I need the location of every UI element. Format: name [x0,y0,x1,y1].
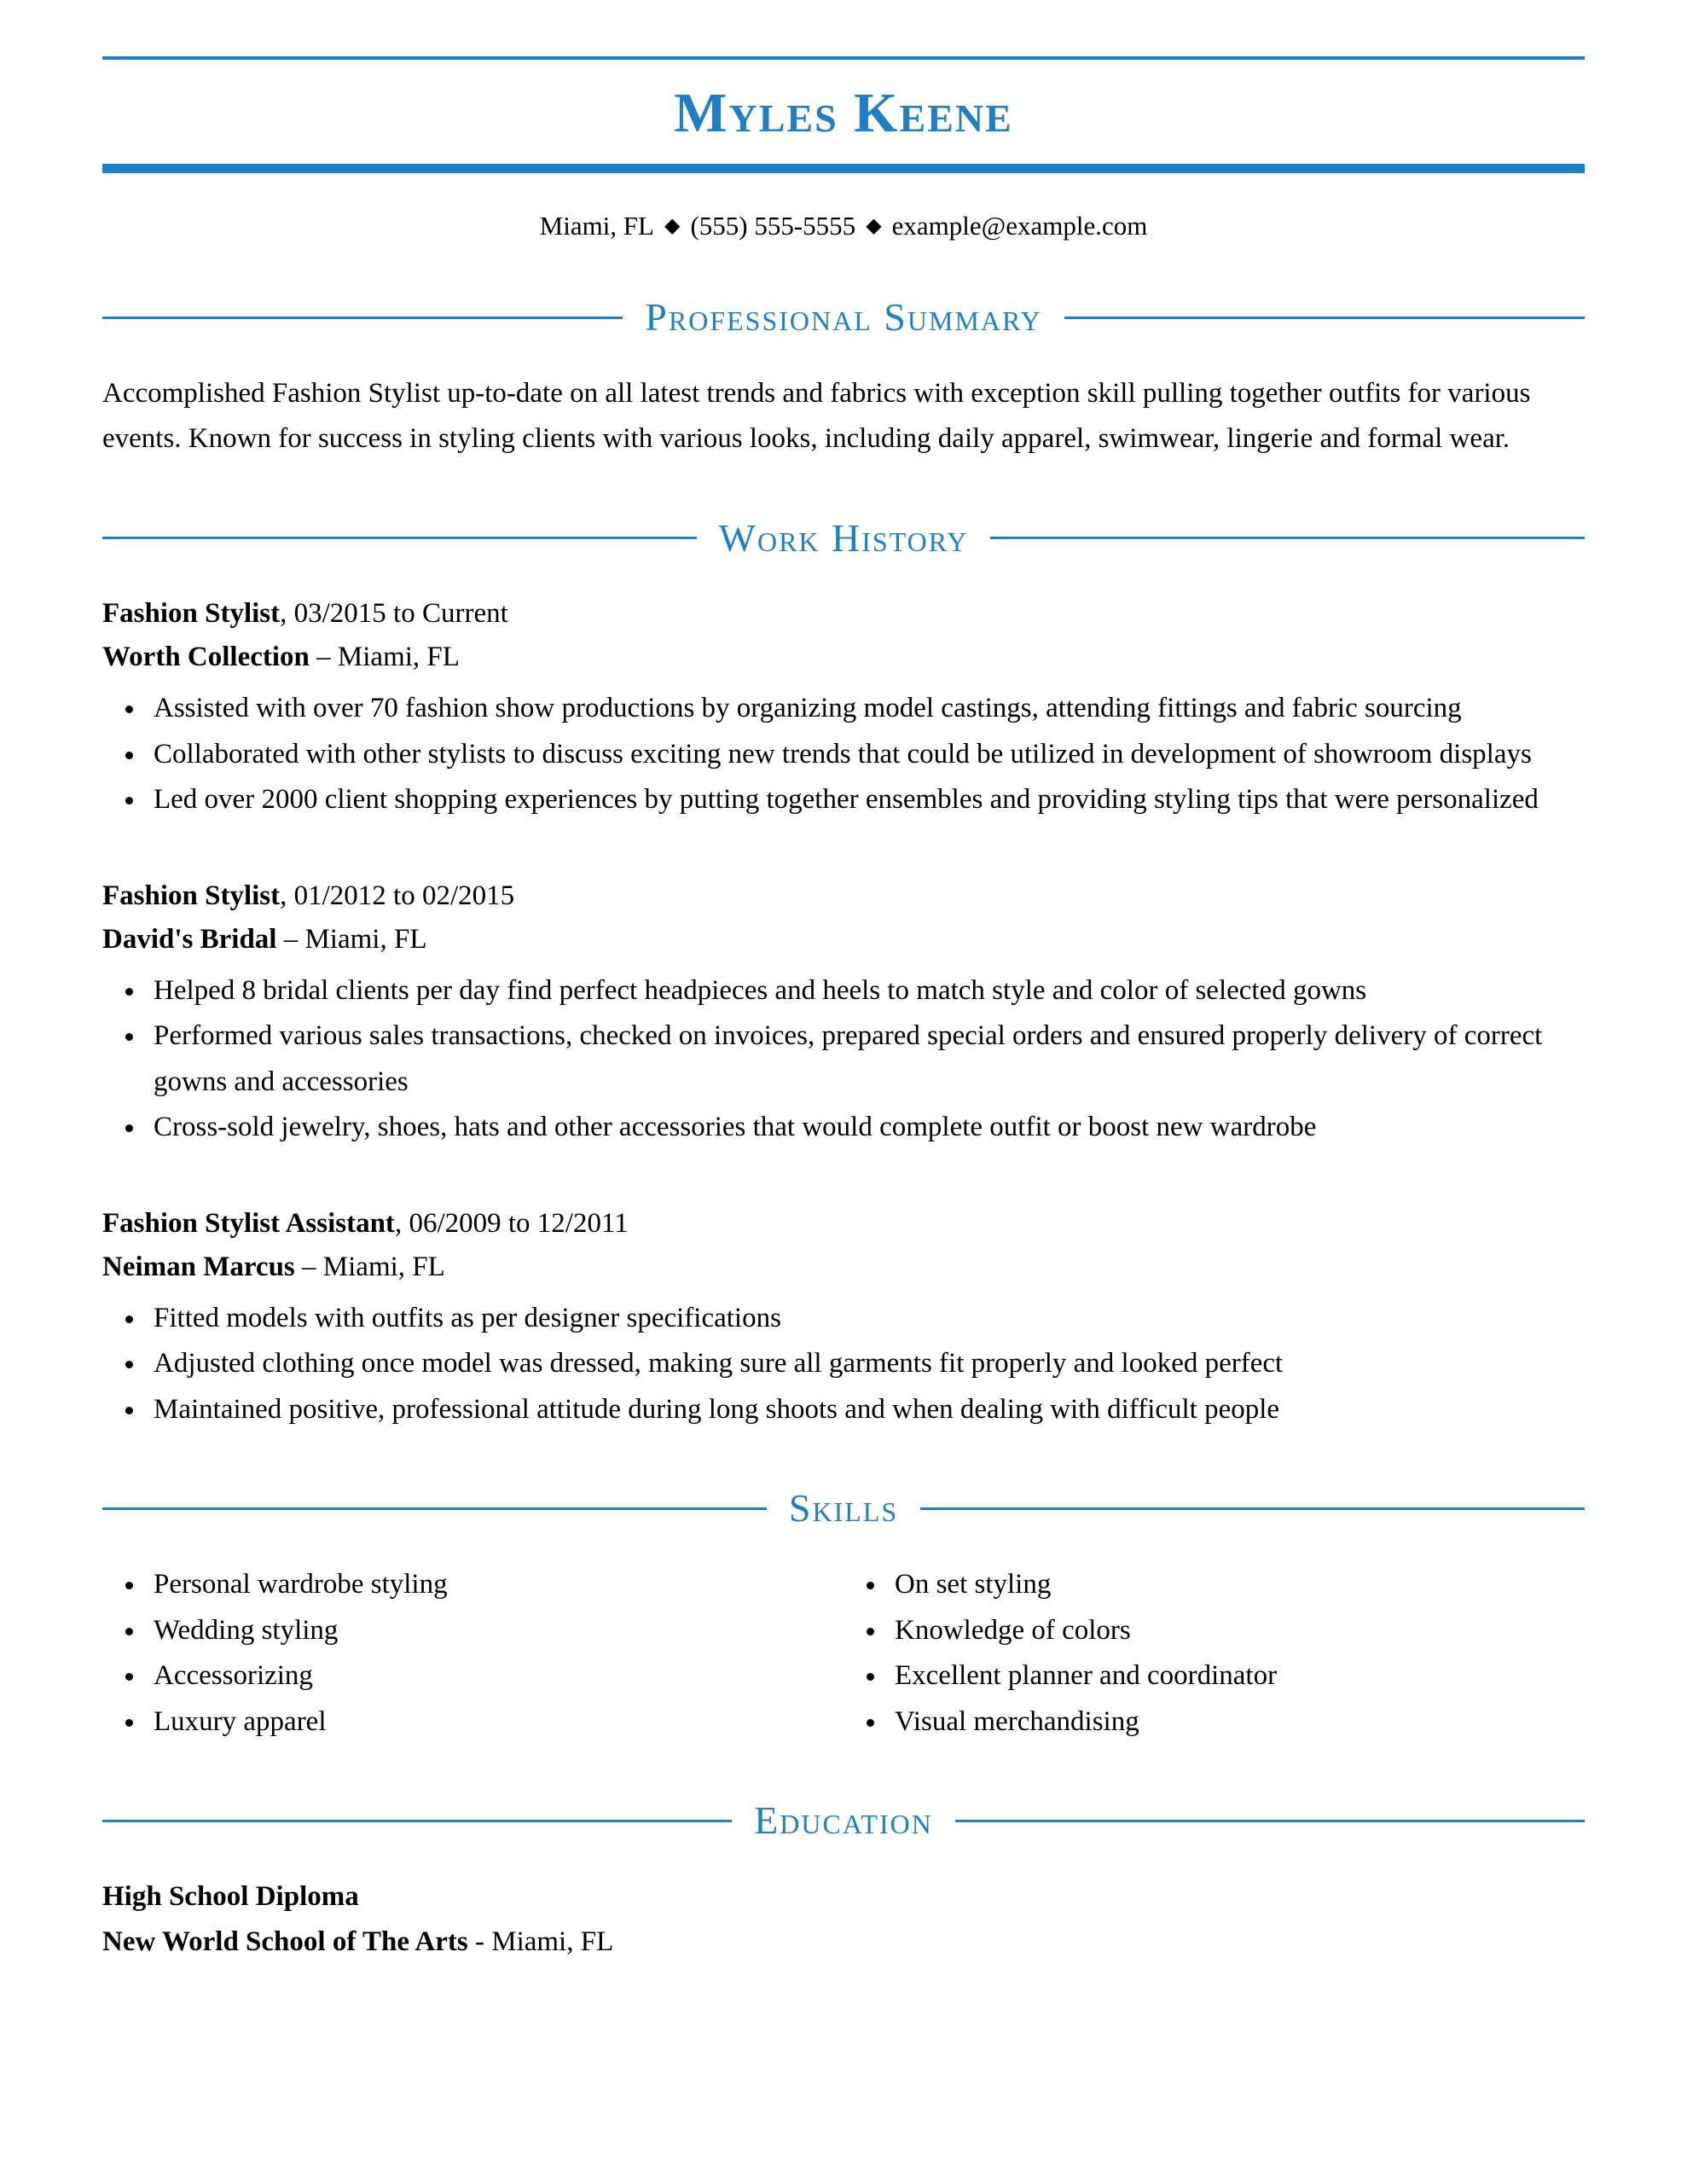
skill-item: • Personal wardrobe styling [147,1562,844,1607]
diamond-separator-icon: ◆ [664,215,681,237]
job-location: – Miami, FL [294,1251,445,1282]
job-bullet: • Collaborated with other stylists to discuss exciting new trends that could be utilized in development of showroom displays [147,732,1585,777]
job-bullet: • Performed various sales transactions, checked on invoices, prepared special orders and ensured properly delivery of correct gowns and accessories [147,1014,1585,1105]
contact-phone: (555) 555-5555 [690,211,856,241]
skill-item: • On set styling [888,1562,1585,1607]
job-company-line [102,918,1585,961]
job-company: David's Bridal [102,923,277,955]
job-company-line [102,1246,1585,1289]
job-company: Worth Collection [102,642,310,673]
job-entry [102,874,1585,1151]
job-title-line [102,874,1585,918]
skill-item: • Knowledge of colors [888,1608,1585,1653]
job-bullet: • Fitted models with outfits as per designer specifications [147,1296,1585,1341]
section-heading-summary: Professional Summary [102,298,1585,337]
job-title-line [102,592,1585,636]
skill-item: • Visual merchandising [888,1699,1585,1745]
summary-text: Accomplished Fashion Stylist up-to-date on all latest trends and fabrics with exception skill pulling together outfits for various events. Known for success in styling clients with various looks, including daily apparel, swimwear, lingerie and formal wear. [102,378,1531,455]
job-dates: , 03/2015 to Current [280,597,508,629]
job-title: Fashion Stylist [102,597,281,629]
job-location: – Miami, FL [309,642,460,673]
skill-item: • Wedding styling [147,1608,844,1653]
job-company-line [102,636,1585,679]
job-entry [102,1202,1585,1433]
diamond-separator-icon: ◆ [866,215,882,237]
education-school-line [102,1920,1585,1965]
header-divider [102,164,1585,173]
top-divider [102,56,1585,60]
job-dates: , 06/2009 to 12/2011 [394,1207,629,1239]
contact-line [102,211,1585,241]
skill-item: • Accessorizing [147,1653,844,1699]
job-bullet-list [102,1296,1585,1432]
education-degree: High School Diploma [102,1881,359,1913]
job-title-line [102,1202,1585,1246]
contact-location: Miami, FL [539,211,654,241]
skills-list-right [844,1562,1585,1745]
education-school: New World School of The Arts [102,1926,468,1957]
section-heading-work-history: Work History [102,519,1585,558]
skills-columns [102,1562,1585,1745]
skills-list-left [102,1562,844,1745]
job-dates: , 01/2012 to 02/2015 [280,880,515,911]
job-bullet: • Led over 2000 client shopping experiences by putting together ensembles and providing styling tips that were personalized [147,777,1585,822]
skill-item: • Luxury apparel [147,1699,844,1745]
job-bullet: • Adjusted clothing once model was dressed, making sure all garments fit properly and looked perfect [147,1341,1585,1386]
education-location: - Miami, FL [467,1926,614,1957]
job-entry [102,592,1585,823]
education-entry [102,1874,1585,1965]
page-title: Myles Keene [674,82,1013,144]
job-bullet-list [102,968,1585,1151]
job-company: Neiman Marcus [102,1251,295,1282]
job-bullet: • Maintained positive, professional attitude during long shoots and when dealing with difficult people [147,1387,1585,1432]
job-title: Fashion Stylist [102,880,281,911]
skill-item: • Excellent planner and coordinator [888,1653,1585,1699]
section-heading-education: Education [102,1801,1585,1840]
job-bullet: • Helped 8 bridal clients per day find perfect headpieces and heels to match style and color of selected gowns [147,968,1585,1014]
section-heading-skills: Skills [102,1489,1585,1528]
job-bullet: • Assisted with over 70 fashion show productions by organizing model castings, attending fittings and fabric sourcing [147,686,1585,731]
contact-email: example@example.com [891,211,1148,241]
job-title: Fashion Stylist Assistant [102,1207,395,1239]
job-bullet: • Cross-sold jewelry, shoes, hats and other accessories that would complete outfit or boost new wardrobe [147,1105,1585,1150]
job-location: – Miami, FL [276,923,427,955]
job-bullet-list [102,686,1585,822]
